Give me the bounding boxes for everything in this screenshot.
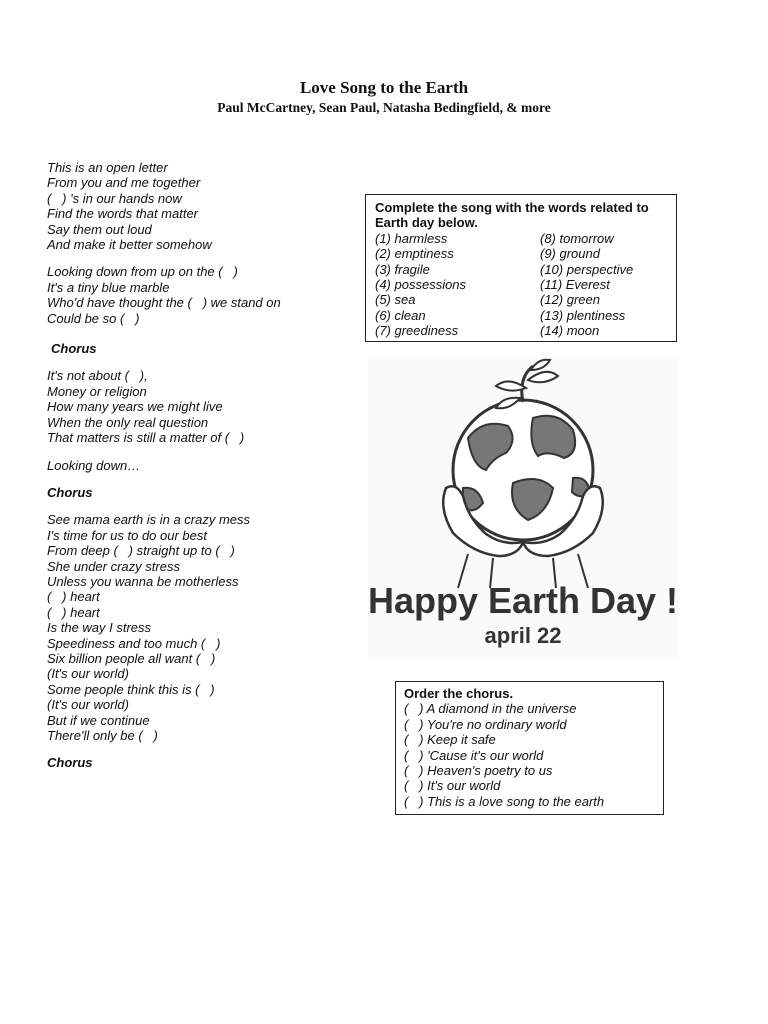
- order-item: ( ) 'Cause it's our world: [404, 747, 544, 763]
- illustration-date: april 22: [484, 623, 562, 648]
- order-item: ( ) It's our world: [404, 778, 501, 794]
- word-bank-grid: [375, 231, 667, 339]
- lyric-line: Speediness and too much ( ): [47, 635, 221, 651]
- word-bank-item: (12) green: [540, 292, 600, 308]
- lyric-line: From you and me together: [47, 175, 201, 191]
- stanza-5: [47, 512, 347, 743]
- order-item: ( ) You're no ordinary world: [404, 716, 567, 732]
- order-chorus-heading: Order the chorus.: [404, 686, 514, 701]
- word-bank-item: (11) Everest: [540, 277, 610, 293]
- word-bank-box: [365, 194, 677, 342]
- lyric-line: Find the words that matter: [47, 206, 199, 222]
- lyric-line: (It's our world): [47, 666, 129, 682]
- stanza-4: [47, 458, 347, 473]
- lyric-line: (It's our world): [47, 697, 129, 713]
- lyric-line: See mama earth is in a crazy mess: [47, 512, 251, 528]
- lyric-line: Who'd have thought the ( ) we stand on: [47, 295, 281, 311]
- lyric-line: Is the way I stress: [47, 620, 152, 636]
- order-item: ( ) Keep it safe: [404, 732, 496, 748]
- stanza-2: [47, 264, 347, 326]
- lyric-line: There'll only be ( ): [47, 728, 158, 743]
- chorus-label-1: Chorus: [51, 341, 97, 357]
- lyrics-column: [47, 160, 347, 783]
- lyric-line: Say them out loud: [47, 221, 152, 237]
- order-item: ( ) A diamond in the universe: [404, 701, 577, 717]
- lyric-line: From deep ( ) straight up to ( ): [47, 543, 235, 559]
- lyric-line: It's a tiny blue marble: [47, 279, 170, 295]
- word-bank-item: (9) ground: [540, 246, 600, 262]
- earth-day-illustration: [368, 358, 678, 658]
- stanza-3: [47, 368, 347, 445]
- lyric-line: Looking down from up on the ( ): [47, 264, 238, 280]
- word-bank-item: (14) moon: [540, 323, 600, 339]
- word-bank-item: (13) plentiness: [540, 307, 626, 323]
- lyric-line: She under crazy stress: [47, 558, 180, 574]
- order-item: ( ) Heaven's poetry to us: [404, 763, 553, 779]
- lyric-line: Could be so ( ): [47, 310, 140, 326]
- lyric-line: This is an open letter: [47, 160, 168, 175]
- lyric-line: Looking down…: [47, 457, 141, 473]
- word-bank-item: (10) perspective: [540, 261, 634, 277]
- lyric-line: I's time for us to do our best: [47, 527, 207, 543]
- document-title: Love Song to the Earth: [299, 78, 469, 97]
- document-subtitle: Paul McCartney, Sean Paul, Natasha Bedingfield, & more: [217, 100, 551, 115]
- word-bank-item: (2) emptiness: [375, 246, 454, 262]
- word-bank-item: (6) clean: [375, 307, 426, 323]
- chorus-label-2: Chorus: [47, 484, 93, 500]
- word-bank-item: (8) tomorrow: [540, 230, 614, 246]
- lyric-line: ( ) heart: [47, 589, 100, 605]
- lyric-line: Unless you wanna be motherless: [47, 573, 239, 589]
- earth-in-hands-icon: [368, 358, 678, 658]
- lyric-line: Some people think this is ( ): [47, 681, 215, 697]
- word-bank-item: (4) possessions: [375, 277, 467, 293]
- lyric-line: When the only real question: [47, 414, 209, 430]
- lyric-line: How many years we might live: [47, 399, 223, 415]
- order-chorus-box: [395, 681, 664, 815]
- lyric-line: ( ) heart: [47, 604, 100, 620]
- chorus-label-3: Chorus: [47, 755, 93, 771]
- lyric-line: But if we continue: [47, 712, 150, 728]
- word-bank-item: (3) fragile: [375, 261, 430, 277]
- lyric-line: Money or religion: [47, 383, 147, 399]
- lyric-line: It's not about ( ),: [47, 368, 148, 384]
- word-bank-item: (5) sea: [375, 292, 416, 308]
- word-bank-item: (7) greediness: [375, 323, 459, 339]
- illustration-headline: Happy Earth Day !: [368, 580, 678, 621]
- word-bank-heading: Complete the song with the words related to Earth day below.: [375, 200, 649, 231]
- lyric-line: And make it better somehow: [47, 237, 212, 253]
- lyric-line: Six billion people all want ( ): [47, 650, 216, 666]
- order-item: ( ) This is a love song to the earth: [404, 793, 605, 809]
- lyric-line: That matters is still a matter of ( ): [47, 430, 245, 446]
- stanza-1: [47, 160, 347, 252]
- word-bank-item: (1) harmless: [375, 230, 448, 246]
- lyric-line: ( ) 's in our hands now: [47, 190, 182, 206]
